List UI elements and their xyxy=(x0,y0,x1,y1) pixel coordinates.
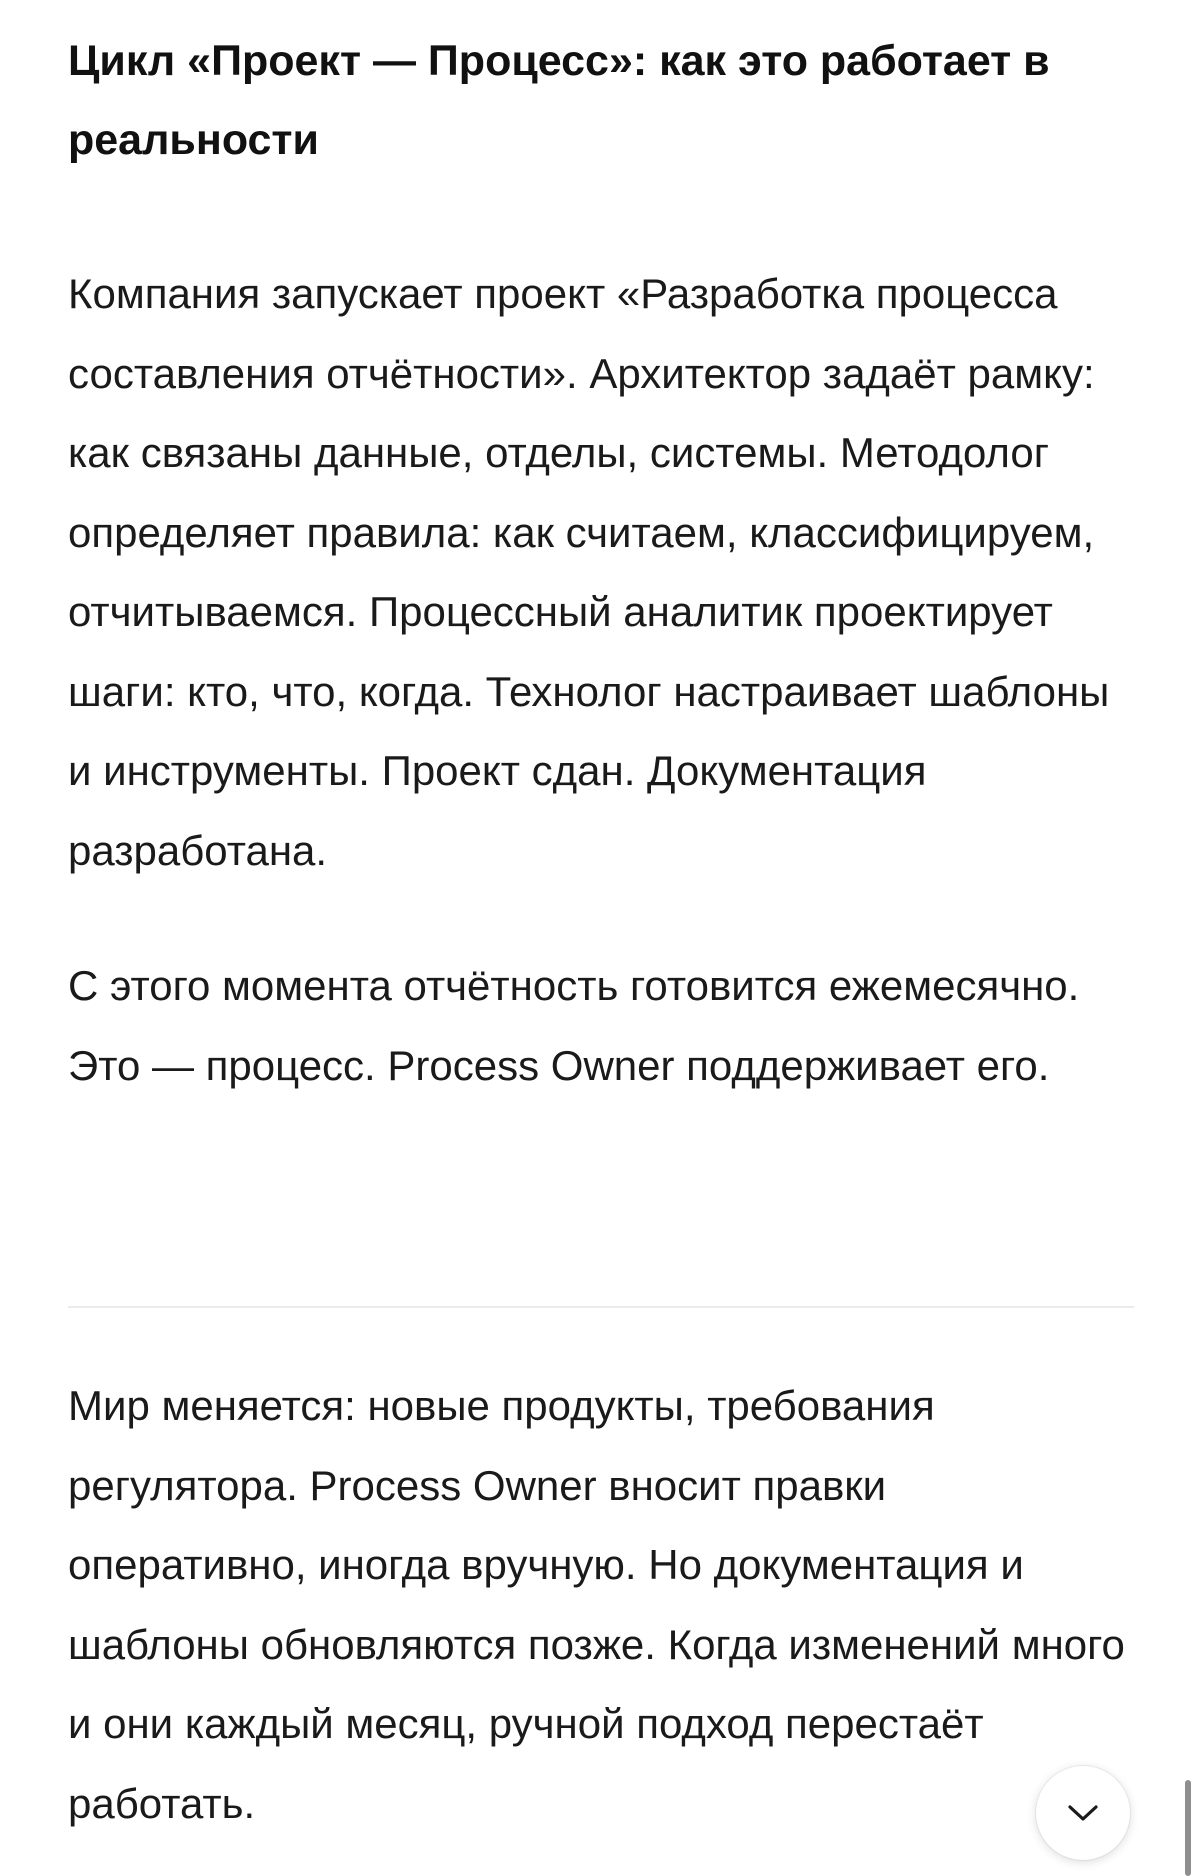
paragraph-changes: Мир меняется: новые продукты, требования регулятора. Process Owner вносит правки оперативно, иногда вручную. Но документация и шаблоны обновляются позже. Когда изменений много и они каждый месяц, ручной подход перестаёт работать. xyxy=(68,1382,1125,1827)
article-continued xyxy=(68,1366,1136,1843)
paragraph-process: С этого момента отчётность готовится ежемесячно. Это — процесс. Process Owner поддерживает его. xyxy=(68,962,1080,1089)
section-heading: Цикл «Проект — Процесс»: как это работает в реальности xyxy=(68,37,1050,164)
scroll-down-button[interactable] xyxy=(1036,1766,1130,1860)
article xyxy=(68,22,1136,1105)
scrollbar[interactable] xyxy=(1185,1780,1191,1876)
section-divider xyxy=(68,1306,1134,1308)
paragraph-project: Компания запускает проект «Разработка процесса составления отчётности». Архитектор задаёт рамку: как связаны данные, отделы, системы. Методолог определяет правила: как считаем, классифицируем, отчитываемся. Процессный аналитик проектирует шаги: кто, что, когда. Технолог настраивает шаблоны и инструменты. Проект сдан. Документация разработана. xyxy=(68,270,1110,874)
chevron-down-icon xyxy=(1066,1803,1100,1823)
